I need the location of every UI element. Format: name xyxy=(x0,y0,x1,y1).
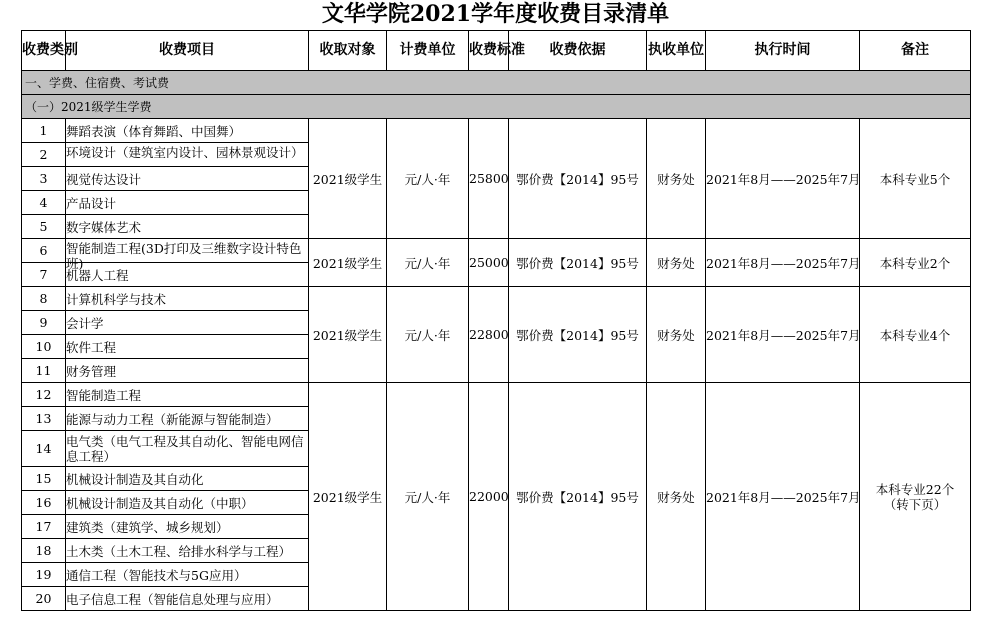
item-name: 通信工程（智能技术与5G应用） xyxy=(66,563,309,587)
header-remark: 备注 xyxy=(860,31,971,71)
unit-cell: 元/人·年 xyxy=(387,239,469,287)
row-number: 1 xyxy=(22,119,66,143)
header-period: 执行时间 xyxy=(706,31,860,71)
row-number: 6 xyxy=(22,239,66,263)
item-name: 智能制造工程 xyxy=(66,383,309,407)
remark-cell: 本科专业5个 xyxy=(860,119,971,239)
header-unit: 计费单位 xyxy=(387,31,469,71)
row-number: 11 xyxy=(22,359,66,383)
table-row xyxy=(22,383,971,407)
dept-cell: 财务处 xyxy=(647,119,706,239)
item-name: 软件工程 xyxy=(66,335,309,359)
period-cell: 2021年8月——2025年7月 xyxy=(706,287,860,383)
header-dept: 执收单位 xyxy=(647,31,706,71)
row-number: 14 xyxy=(22,431,66,467)
row-number: 9 xyxy=(22,311,66,335)
period-cell: 2021年8月——2025年7月 xyxy=(706,119,860,239)
item-name: 视觉传达设计 xyxy=(66,167,309,191)
unit-cell: 元/人·年 xyxy=(387,119,469,239)
header-target: 收取对象 xyxy=(309,31,387,71)
item-name-text: 电气类（电气工程及其自动化、智能电网信息工程） xyxy=(66,433,304,464)
item-name: 机械设计制造及其自动化 xyxy=(66,467,309,491)
item-name: 电子信息工程（智能信息处理与应用） xyxy=(66,587,309,611)
target-cell: 2021级学生 xyxy=(309,383,387,611)
row-number: 3 xyxy=(22,167,66,191)
table-row xyxy=(22,239,971,263)
row-number: 15 xyxy=(22,467,66,491)
row-number: 20 xyxy=(22,587,66,611)
table-row xyxy=(22,287,971,311)
item-name xyxy=(66,239,309,271)
row-number: 7 xyxy=(22,263,66,287)
header-item: 收费项目 xyxy=(66,31,309,71)
item-name xyxy=(66,143,309,167)
basis-cell: 鄂价费【2014】95号 xyxy=(509,383,647,611)
header-category: 收费类别 xyxy=(22,31,66,71)
subsection-row xyxy=(22,95,971,119)
unit-cell: 元/人·年 xyxy=(387,383,469,611)
target-cell: 2021级学生 xyxy=(309,239,387,287)
period-cell: 2021年8月——2025年7月 xyxy=(706,239,860,287)
standard-cell: 22000 xyxy=(469,383,509,611)
item-name: 会计学 xyxy=(66,311,309,335)
unit-cell: 元/人·年 xyxy=(387,287,469,383)
row-number: 13 xyxy=(22,407,66,431)
item-name: 数字媒体艺术 xyxy=(66,215,309,239)
basis-cell: 鄂价费【2014】95号 xyxy=(509,239,647,287)
page-title: 文华学院2021学年度收费目录清单 xyxy=(321,1,670,27)
row-number: 19 xyxy=(22,563,66,587)
remark-continued: （转下页） xyxy=(883,496,947,512)
target-cell: 2021级学生 xyxy=(309,119,387,239)
remark-cell: 本科专业4个 xyxy=(860,287,971,383)
item-name: 机器人工程 xyxy=(66,263,309,287)
item-name-text: 智能制造工程(3D打印及三维数字设计特色班) xyxy=(66,240,302,271)
remark-cell: 本科专业2个 xyxy=(860,239,971,287)
item-name: 舞蹈表演（体育舞蹈、中国舞） xyxy=(66,119,309,143)
period-cell: 2021年8月——2025年7月 xyxy=(706,383,860,611)
section-title: 一、学费、住宿费、考试费 xyxy=(22,71,971,95)
table-row xyxy=(22,119,971,143)
basis-cell: 鄂价费【2014】95号 xyxy=(509,287,647,383)
item-name: 财务管理 xyxy=(66,359,309,383)
fee-table xyxy=(21,30,971,611)
standard-cell: 22800 xyxy=(469,287,509,383)
row-number: 18 xyxy=(22,539,66,563)
row-number: 12 xyxy=(22,383,66,407)
target-cell: 2021级学生 xyxy=(309,287,387,383)
subsection-title: （一）2021级学生学费 xyxy=(22,95,971,119)
item-name xyxy=(66,431,309,467)
row-number: 4 xyxy=(22,191,66,215)
row-number: 2 xyxy=(22,143,66,167)
header-standard: 收费标准 xyxy=(469,31,509,71)
standard-cell: 25800 xyxy=(469,119,509,239)
item-name: 计算机科学与技术 xyxy=(66,287,309,311)
row-number: 17 xyxy=(22,515,66,539)
header-basis: 收费依据 xyxy=(509,31,647,71)
dept-cell: 财务处 xyxy=(647,239,706,287)
item-name: 机械设计制造及其自动化（中职） xyxy=(66,491,309,515)
item-name: 产品设计 xyxy=(66,191,309,215)
basis-cell: 鄂价费【2014】95号 xyxy=(509,119,647,239)
header-row xyxy=(22,31,971,71)
row-number: 8 xyxy=(22,287,66,311)
standard-cell: 25000 xyxy=(469,239,509,287)
dept-cell: 财务处 xyxy=(647,383,706,611)
item-name: 土木类（土木工程、给排水科学与工程） xyxy=(66,539,309,563)
dept-cell: 财务处 xyxy=(647,287,706,383)
row-number: 5 xyxy=(22,215,66,239)
row-number: 10 xyxy=(22,335,66,359)
row-number: 16 xyxy=(22,491,66,515)
item-name-text: 环境设计（建筑室内设计、园林景观设计） xyxy=(66,144,304,160)
remark-line: 本科专业22个 xyxy=(875,481,955,497)
item-name: 能源与动力工程（新能源与智能制造） xyxy=(66,407,309,431)
item-name: 建筑类（建筑学、城乡规划） xyxy=(66,515,309,539)
remark-cell xyxy=(860,383,971,611)
section-row xyxy=(22,71,971,95)
